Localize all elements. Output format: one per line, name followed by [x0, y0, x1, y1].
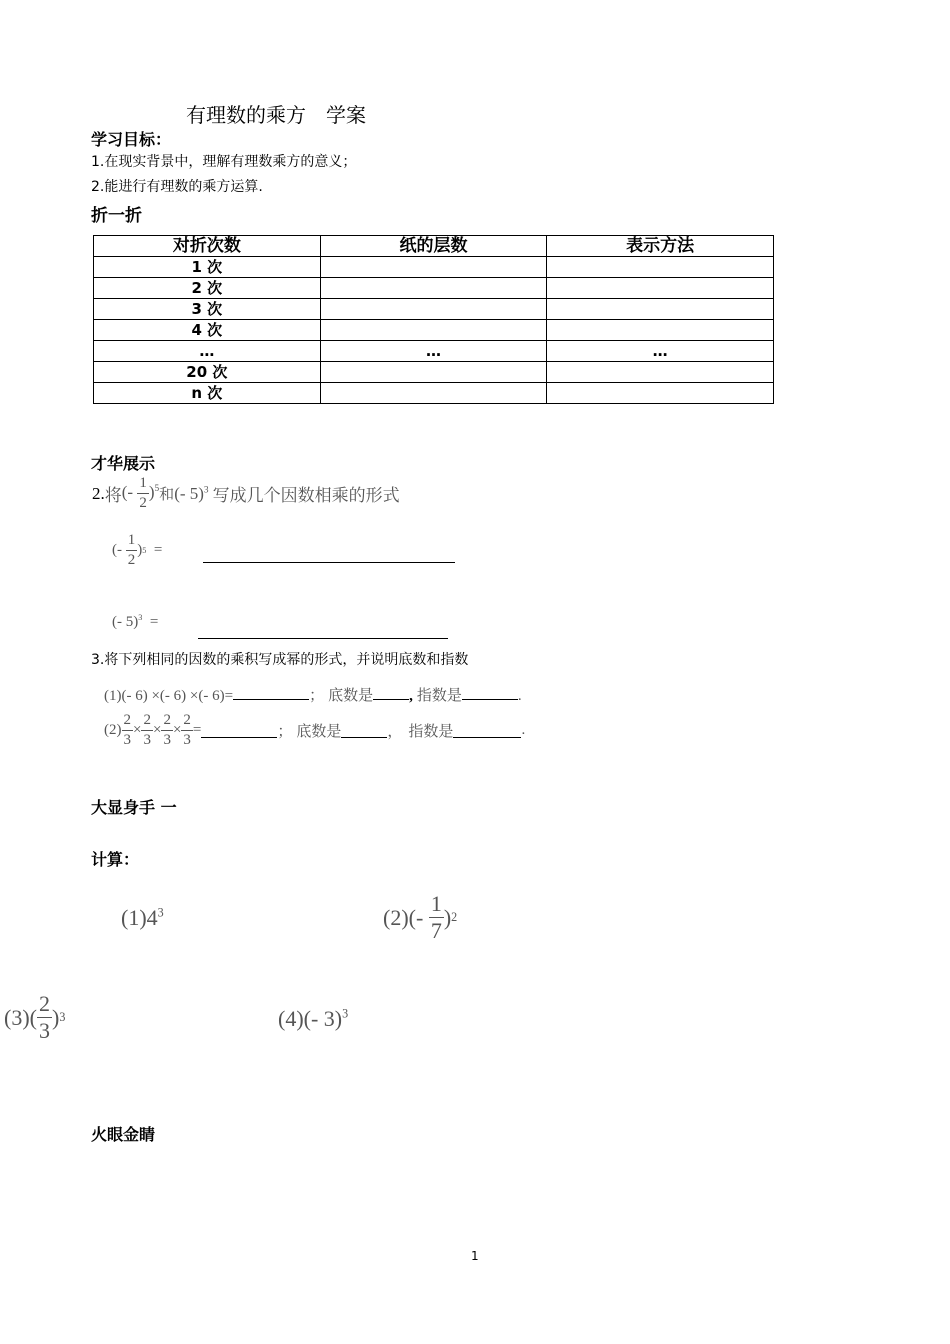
col-header-fold-count: 对折次数	[94, 236, 321, 257]
table-row	[94, 320, 774, 341]
q3-2-period: .	[521, 722, 526, 738]
q2-answer-1-expr: (- $\frac{1}{2}$ ) 5 =	[112, 532, 163, 568]
cell-layers[interactable]	[320, 278, 547, 299]
cell-notation[interactable]	[547, 320, 774, 341]
cell-layers: …	[320, 341, 547, 362]
calc-problem-3: (3)( $\frac{2}{3}$ ) 3	[4, 991, 66, 1043]
q2-answer-2-blank[interactable]	[198, 638, 448, 639]
table-row	[94, 341, 774, 362]
table-row	[94, 257, 774, 278]
fraction: $\frac{2}{3}$	[143, 712, 151, 748]
fraction: $\frac{2}{3}$	[183, 712, 191, 748]
cell-layers[interactable]	[320, 320, 547, 341]
calc-problem-4: (4)(- 3)$^3$	[278, 1006, 349, 1031]
cell-fold-count: 3 次	[94, 299, 321, 320]
eagle-heading: 火眼金睛	[91, 1125, 156, 1144]
q3-1-exp-blank[interactable]	[462, 699, 518, 700]
calc-heading: 计算：	[91, 850, 140, 869]
q3-1-power-blank[interactable]	[233, 699, 309, 700]
objectives-heading: 学习目标：	[91, 130, 172, 149]
q3-1-exp-label: 指数是	[416, 686, 462, 704]
talent-heading: 才华展示	[91, 454, 156, 473]
q3-1-expr: (1)(- 6) ×(- 6) ×(- 6)=	[104, 688, 234, 704]
q3-part-2	[104, 713, 525, 748]
question-3: 3.将下列相同的因数的乘积写成幂的形式，并说明底数和指数	[91, 652, 469, 668]
objective-item-1: 1.在现实背景中，理解有理数乘方的意义；	[91, 154, 357, 170]
times-sign: ×	[133, 722, 142, 738]
table-row	[94, 362, 774, 383]
q3-2-exp-label: 指数是	[408, 722, 454, 740]
times-sign: ×	[172, 722, 182, 738]
fraction: $\frac{2}{3}$	[123, 712, 131, 748]
q3-2-base-blank[interactable]	[341, 737, 387, 738]
times-sign: ×	[152, 722, 162, 738]
page-title: 有理数的乘方 学案	[186, 103, 366, 127]
cell-layers[interactable]	[320, 383, 547, 404]
cell-notation[interactable]	[547, 383, 774, 404]
cell-layers[interactable]	[320, 257, 547, 278]
cell-fold-count: 2 次	[94, 278, 321, 299]
q3-1-base-label: 底数是	[328, 686, 374, 704]
cell-layers[interactable]	[320, 299, 547, 320]
q2-verb: 将	[104, 486, 122, 506]
q2-expr-1: (- $\frac{1}{2}$ )$^5$	[121, 475, 160, 511]
cell-notation[interactable]	[547, 278, 774, 299]
calc-problem-2: (2)(- $\frac{1}{7}$ ) 2	[383, 891, 458, 943]
table-row	[94, 299, 774, 320]
col-header-notation: 表示方法	[547, 236, 774, 257]
q3-2-comma: ，	[387, 722, 403, 740]
cell-fold-count: 4 次	[94, 320, 321, 341]
cell-fold-count: 20 次	[94, 362, 321, 383]
col-header-layers: 纸的层数	[320, 236, 547, 257]
q2-expr-2: (- 5)$^3$	[174, 483, 209, 503]
q2-number: 2.	[92, 483, 105, 503]
q3-2-semicolon: ；	[277, 722, 293, 740]
cell-notation: …	[547, 341, 774, 362]
fold-table	[93, 235, 774, 404]
q3-1-period: .	[517, 688, 522, 704]
cell-notation[interactable]	[547, 257, 774, 278]
objective-item-2: 2.能进行有理数的乘方运算.	[91, 179, 263, 195]
q3-2-power-blank[interactable]	[201, 737, 277, 738]
calc-problem-1: $(1)4^3$	[121, 905, 164, 930]
q3-part-1	[104, 684, 522, 705]
show-heading: 大显身手 一	[91, 798, 177, 817]
cell-layers[interactable]	[320, 362, 547, 383]
q3-1-semicolon: ；	[309, 686, 325, 704]
cell-notation[interactable]	[547, 299, 774, 320]
fold-heading: 折一折	[91, 206, 142, 226]
table-row	[94, 383, 774, 404]
table-header-row	[94, 236, 774, 257]
q3-1-comma: ,	[409, 688, 413, 704]
cell-notation[interactable]	[547, 362, 774, 383]
question-2	[92, 476, 400, 511]
q2-answer-1-blank[interactable]	[203, 562, 455, 563]
q3-2-base-label: 底数是	[296, 722, 342, 740]
q3-2-exp-blank[interactable]	[453, 737, 521, 738]
q2-answer-2-expr: (- 5)$^3$ =	[112, 613, 159, 630]
table-row	[94, 278, 774, 299]
cell-fold-count: 1 次	[94, 257, 321, 278]
page-number: 1	[471, 1249, 479, 1263]
equals-sign: =	[192, 722, 202, 738]
q3-2-label: (2)	[104, 722, 122, 738]
fraction: $\frac{2}{3}$	[163, 712, 171, 748]
q3-1-base-blank[interactable]	[373, 699, 409, 700]
q2-tail: 写成几个因数相乘的形式	[212, 486, 400, 506]
q2-and: 和	[159, 485, 175, 503]
cell-fold-count: …	[94, 341, 321, 362]
cell-fold-count: n 次	[94, 383, 321, 404]
